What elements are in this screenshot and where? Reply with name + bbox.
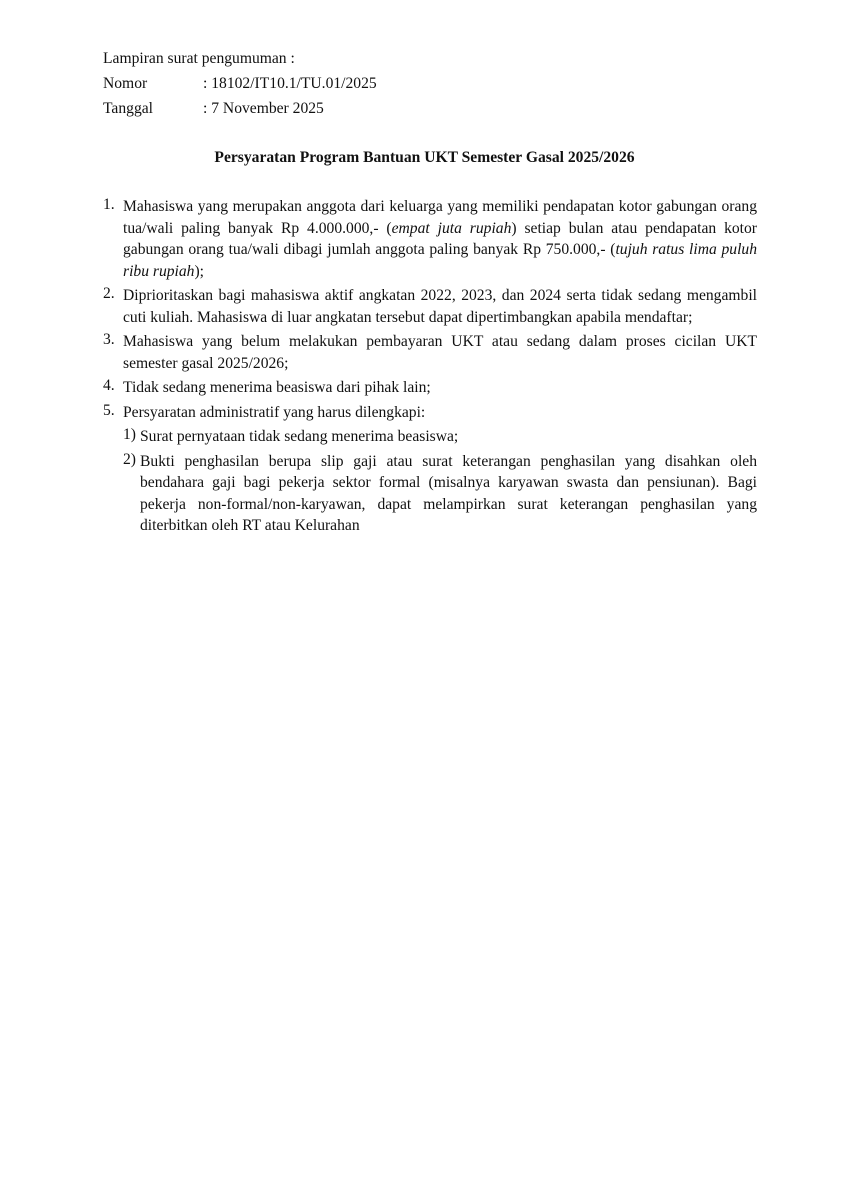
tanggal-label: Tanggal <box>103 100 154 117</box>
sub-list-text: Bukti penghasilan berupa slip gaji atau surat keterangan penghasilan yang disahkan oleh bendahara gaji bagi pekerja sektor formal (misalnya karyawan swasta dan pensiunan). Bagi pekerja non-formal/non-karyawan, dapat melampirkan surat keterangan penghasilan yang diterbitkan oleh RT atau Kelurahan <box>140 452 757 534</box>
list-item <box>103 196 757 282</box>
sub-list-number: 2) <box>123 450 136 468</box>
list-number: 2. <box>103 285 115 302</box>
list-item <box>103 331 757 374</box>
list-number: 5. <box>103 401 115 419</box>
italic-text: empat juta rupiah <box>391 219 512 237</box>
letter-header <box>103 46 377 121</box>
sub-list-text: Surat pernyataan tidak sedang menerima beasiswa; <box>140 428 459 445</box>
nomor-label: Nomor <box>103 75 148 92</box>
list-number: 1. <box>103 196 115 213</box>
tanggal-row <box>103 96 377 121</box>
list-text <box>123 196 757 282</box>
list-number: 4. <box>103 377 115 394</box>
text-run: Mahasiswa yang merupakan anggota dari keluarga yang memiliki pendapatan kotor gabungan orang tua/wali paling banyak Rp 4.000.000,- ( <box>123 198 757 237</box>
text-run: ); <box>194 262 205 280</box>
list-text: Tidak sedang menerima beasiswa dari pihak lain; <box>123 379 431 396</box>
sub-list-number: 1) <box>123 426 136 443</box>
sub-list-item <box>103 426 757 448</box>
list-item <box>103 402 757 424</box>
list-item <box>103 377 757 399</box>
list-text: Mahasiswa yang belum melakukan pembayaran UKT atau sedang dalam proses cicilan UKT semester gasal 2025/2026; <box>123 333 757 372</box>
requirements-list <box>103 196 757 537</box>
text-run: ) setiap bulan atau pendapatan kotor gabungan orang tua/wali dibagi jumlah anggota paling banyak Rp 750.000,- ( <box>123 219 757 258</box>
document-title: Persyaratan Program Bantuan UKT Semester Gasal 2025/2026 <box>214 149 635 166</box>
list-text: Diprioritaskan bagi mahasiswa aktif angkatan 2022, 2023, dan 2024 serta tidak sedang mengambil cuti kuliah. Mahasiswa di luar angkatan tersebut dapat dipertimbangkan apabila mendaftar; <box>123 287 757 326</box>
list-text: Persyaratan administratif yang harus dilengkapi: <box>123 403 426 421</box>
list-number: 3. <box>103 331 115 348</box>
tanggal-value: : 7 November 2025 <box>203 100 324 117</box>
attachment-intro: Lampiran surat pengumuman : <box>103 50 295 67</box>
sub-list-item <box>103 451 757 537</box>
italic-text: tujuh ratus lima puluh ribu rupiah <box>123 241 757 280</box>
nomor-row <box>103 71 377 96</box>
nomor-value: : 18102/IT10.1/TU.01/2025 <box>203 75 377 92</box>
list-item <box>103 285 757 328</box>
